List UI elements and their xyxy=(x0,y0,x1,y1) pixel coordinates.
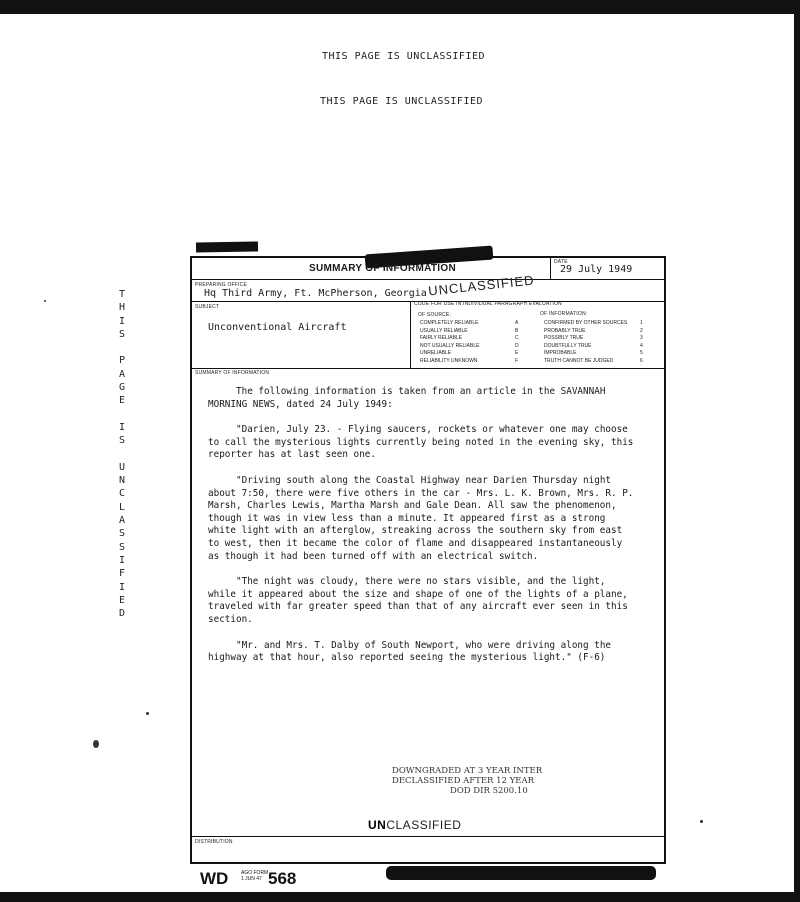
source-rating-code: B xyxy=(515,327,519,334)
date-label: DATE xyxy=(554,259,568,265)
side-stamp-letter: H xyxy=(118,302,126,314)
side-stamp-letter: C xyxy=(118,488,126,500)
info-rating-label: TRUTH CANNOT BE JUDGED xyxy=(544,357,614,364)
info-rating-label: PROBABLY TRUE xyxy=(544,327,586,334)
side-stamp-gap xyxy=(115,448,129,461)
source-rating-label: USUALLY RELIABLE xyxy=(420,327,468,334)
stamp-rest: CLASSIFIED xyxy=(386,818,462,832)
declassification-stamp xyxy=(392,766,542,796)
form-edition-line: AGO FORM xyxy=(241,870,269,876)
header-stamp-lower: THIS PAGE IS UNCLASSIFIED xyxy=(320,96,484,107)
date-value: 29 July 1949 xyxy=(560,264,633,275)
side-stamp-letter: L xyxy=(118,501,126,513)
side-stamp-letter: D xyxy=(118,608,126,620)
declass-line: DECLASSIFIED AFTER 12 YEAR xyxy=(392,776,535,786)
source-rating-label: NOT USUALLY RELIABLE xyxy=(420,342,480,349)
side-stamp-letter: S xyxy=(118,541,126,553)
evaluation-header: CODE FOR USE IN INDIVIDUAL PARAGRAPH EVALUATION xyxy=(414,301,562,307)
divider xyxy=(550,258,551,279)
form-wd: WD xyxy=(200,869,229,888)
side-stamp-letter: I xyxy=(118,421,126,433)
side-stamp-letter: S xyxy=(118,435,126,447)
side-stamp-letter: S xyxy=(118,328,126,340)
paragraph-driving: "Driving south along the Coastal Highway near Darien Thursday night about 7:50, there were five others in the car - Mrs. L. K. Brown, Mrs. R. P. Marsh, Charles Lewis, Martha Marsh and Gale Dean. All saw the phenomenon, though it was in view less than a minute. It appeared first as a strong white light with an afterglow, streaking across the southern sky from east to west, then it became the color of flame and disappeared instantaneously as though it had been turned off with an electrical switch. xyxy=(208,474,634,562)
side-stamp-letter: E xyxy=(118,395,126,407)
side-stamp-letter: U xyxy=(118,461,126,473)
scan-edge-top xyxy=(0,0,800,14)
info-rating-code: 6 xyxy=(640,357,643,364)
source-rating-code: A xyxy=(515,320,519,326)
side-stamp-letter: F xyxy=(118,568,126,580)
declass-line: DOD DIR 5200.10 xyxy=(450,786,528,796)
info-rating-label: CONFIRMED BY OTHER SOURCES xyxy=(544,320,628,326)
form-edition-line: 1 JUN 47 xyxy=(241,876,262,882)
side-stamp-letter: I xyxy=(118,315,126,327)
info-label: OF INFORMATION: xyxy=(540,311,588,317)
redaction-bar xyxy=(386,866,656,880)
paragraph-night: "The night was cloudy, there were no stars visible, and the light, while it appeared about the size and shape of one of the lights of a plane, traveled with far greater speed than that of any aircraft ever seen in this section. xyxy=(208,576,628,625)
summary-body xyxy=(208,386,638,678)
side-stamp-letter: I xyxy=(118,554,126,566)
redaction-bar xyxy=(196,241,258,252)
scan-speck xyxy=(700,820,703,823)
side-stamp-letter: S xyxy=(118,528,126,540)
scan-speck xyxy=(44,300,46,302)
subject-label: SUBJECT xyxy=(195,304,220,310)
source-rating-label: RELIABILITY UNKNOWN xyxy=(420,357,478,364)
bottom-classification-stamp xyxy=(368,818,461,832)
scan-edge-right xyxy=(794,0,800,902)
info-rating-code: 2 xyxy=(640,327,643,334)
side-stamp-letter: E xyxy=(118,594,126,606)
header-stamp-upper: THIS PAGE IS UNCLASSIFIED xyxy=(322,51,486,62)
info-rating-code: 1 xyxy=(640,320,643,326)
divider xyxy=(192,279,664,280)
paragraph-intro: The following information is taken from an article in the SAVANNAH MORNING NEWS, dated 24 July 1949: xyxy=(208,386,606,410)
subject-value: Unconventional Aircraft xyxy=(208,322,347,333)
divider xyxy=(410,301,411,368)
source-rating-code: E xyxy=(515,350,519,356)
summary-label: SUMMARY OF INFORMATION xyxy=(195,370,270,376)
source-rating-label: FAIRLY RELIABLE xyxy=(420,335,463,341)
side-stamp-letter: T xyxy=(118,289,126,300)
preparing-office-value: Hq Third Army, Ft. McPherson, Georgia xyxy=(204,288,427,299)
side-stamp-letter: P xyxy=(118,355,126,367)
source-label: OF SOURCE: xyxy=(418,312,452,318)
stamp-prefix: UN xyxy=(368,818,387,832)
info-rating-code: 3 xyxy=(640,335,643,341)
paragraph-dalby: "Mr. and Mrs. T. Dalby of South Newport, who were driving along the highway at that hour, also reported seeing the mysterious light." (F-6) xyxy=(208,639,612,664)
side-stamp-letter: G xyxy=(118,382,126,394)
source-rating-code: F xyxy=(515,357,519,364)
preparing-office-label: PREPARING OFFICE xyxy=(195,282,248,288)
paragraph-darien: "Darien, July 23. - Flying saucers, rockets or whatever one may choose to call the mysterious lights currently being noted in the evening sky, this reporter has at last seen one. xyxy=(208,424,634,461)
info-rating-code: 4 xyxy=(640,342,643,349)
source-rating-label: UNRELIABLE xyxy=(420,350,452,356)
divider xyxy=(192,836,664,837)
form-title: SUMMARY OF INFORMATION xyxy=(309,263,456,274)
declass-line: DOWNGRADED AT 3 YEAR INTER xyxy=(392,766,543,776)
form-edition xyxy=(241,870,268,882)
side-stamp-letter: I xyxy=(118,581,126,593)
info-rating-label: IMPROBABLE xyxy=(544,350,577,356)
source-rating-code: D xyxy=(515,342,519,349)
scan-edge-bottom xyxy=(0,892,800,902)
info-rating-label: DOUBTFULLY TRUE xyxy=(544,342,592,349)
info-rating-code: 5 xyxy=(640,350,643,356)
side-stamp-letter: A xyxy=(118,515,126,527)
divider xyxy=(192,368,664,369)
classification-stamp: UNCLASSIFIED xyxy=(427,272,536,299)
summary-form xyxy=(190,256,666,864)
distribution-label: DISTRIBUTION xyxy=(195,839,233,845)
side-stamp-gap xyxy=(115,341,129,354)
scan-speck xyxy=(146,712,149,715)
scan-speck xyxy=(93,740,99,748)
side-stamp-letter: A xyxy=(118,368,126,380)
side-stamp-letter: N xyxy=(118,475,126,487)
info-rating-label: POSSIBLY TRUE xyxy=(544,335,584,341)
side-stamp-gap xyxy=(115,408,129,421)
source-rating-code: C xyxy=(515,335,519,341)
side-stamp xyxy=(115,288,129,620)
source-rating-label: COMPLETELY RELIABLE xyxy=(420,320,479,326)
form-number: 568 xyxy=(268,869,297,888)
